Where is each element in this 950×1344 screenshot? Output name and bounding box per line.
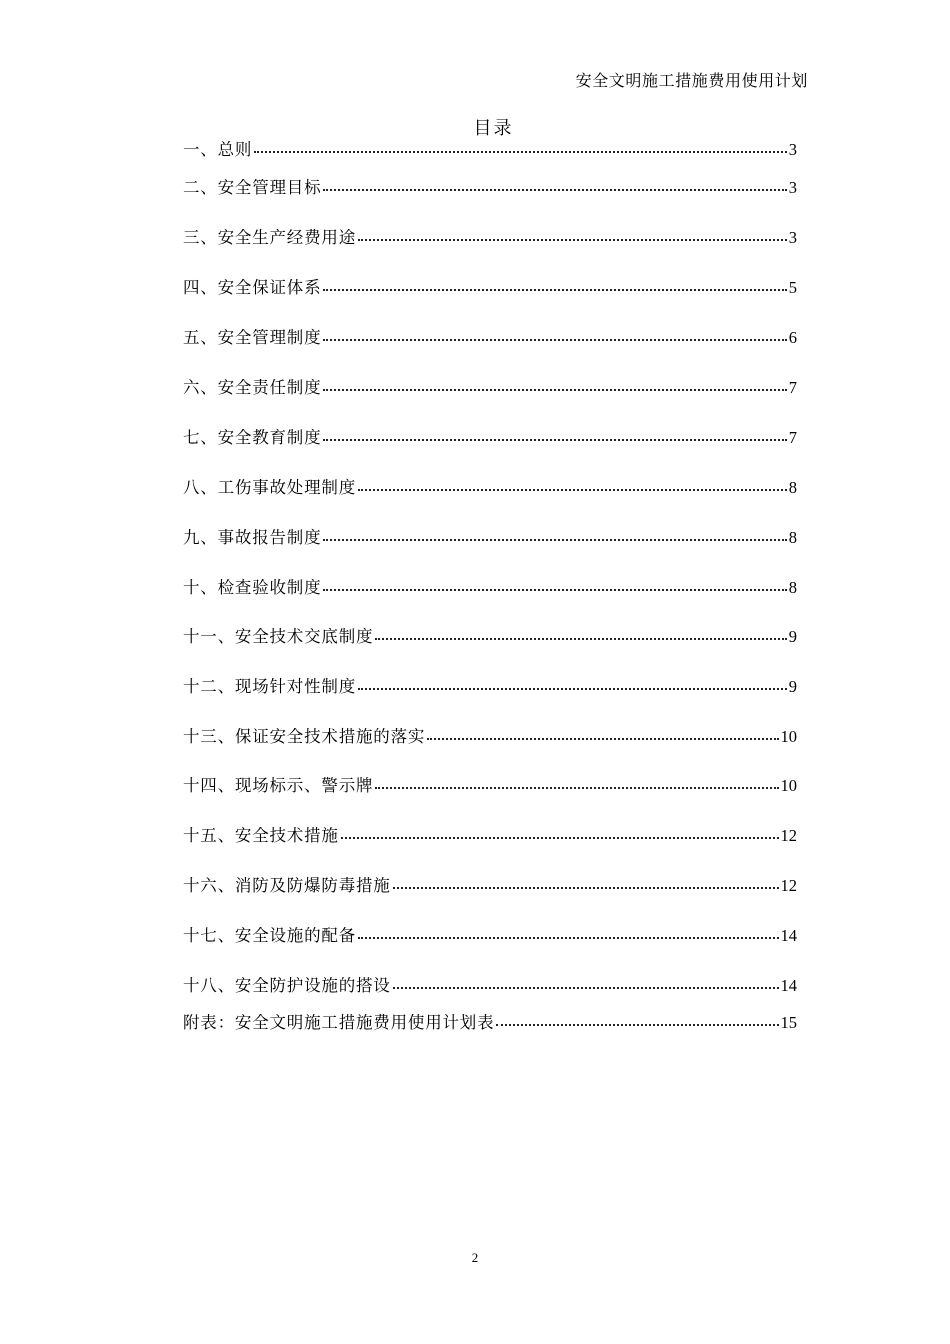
toc-entry[interactable]: [183, 476, 797, 500]
toc-title: 目录: [473, 118, 514, 139]
toc-leader: [323, 539, 786, 541]
toc-entry[interactable]: [183, 376, 797, 400]
toc-entry-page: 14: [780, 976, 797, 995]
toc-leader: [254, 151, 787, 153]
toc-leader: [393, 987, 779, 989]
toc-entry-page: 8: [788, 478, 797, 497]
running-header: 安全文明施工措施费用使用计划: [575, 71, 808, 90]
toc-entry-page: 7: [788, 378, 797, 397]
toc-entry-page: 8: [788, 528, 797, 547]
toc-entry[interactable]: [183, 874, 797, 898]
toc-entry-label: 十五、安全技术措施: [183, 826, 339, 845]
toc-entry[interactable]: [183, 924, 797, 948]
toc-entry[interactable]: [183, 576, 797, 600]
toc-entry-label: 六、安全责任制度: [183, 378, 322, 397]
toc-entry-page: 10: [780, 727, 797, 746]
toc-entry-label: 十八、安全防护设施的搭设: [183, 976, 391, 995]
toc-entry-page: 3: [788, 140, 797, 159]
toc-entry-page: 12: [780, 876, 797, 895]
toc-entry-page: 14: [780, 926, 797, 945]
toc-entry[interactable]: [183, 176, 797, 200]
toc-entry[interactable]: [183, 725, 797, 749]
toc-entry-page: 6: [788, 328, 797, 347]
toc-entry-page: 3: [788, 178, 797, 197]
toc-entry[interactable]: [183, 526, 797, 550]
toc-entry-label: 十、检查验收制度: [183, 578, 322, 597]
toc-leader: [341, 837, 779, 839]
toc-entry-page: 10: [780, 776, 797, 795]
toc-entry[interactable]: [183, 326, 797, 350]
toc-entry-page: 3: [788, 228, 797, 247]
toc-leader: [323, 339, 786, 341]
toc-entry-page: 5: [788, 278, 797, 297]
toc-entry-page: 8: [788, 578, 797, 597]
toc-entry-page: 9: [788, 677, 797, 696]
toc-entry-label: 三、安全生产经费用途: [183, 228, 356, 247]
toc-leader: [427, 738, 778, 740]
toc-entry[interactable]: [183, 625, 797, 649]
toc-entry-label: 十六、消防及防爆防毒措施: [183, 876, 391, 895]
toc-entry-label: 七、安全教育制度: [183, 428, 322, 447]
toc-leader: [496, 1024, 778, 1026]
toc-entry[interactable]: [183, 1011, 797, 1035]
toc-entry-page: 15: [780, 1013, 797, 1032]
toc-leader: [323, 289, 786, 291]
toc-leader: [358, 239, 787, 241]
toc-entry[interactable]: [183, 774, 797, 798]
toc-entry[interactable]: [183, 974, 797, 998]
toc-leader: [375, 787, 778, 789]
toc-entry-page: 12: [780, 826, 797, 845]
page-number: 2: [471, 1250, 479, 1265]
toc-leader: [323, 189, 786, 191]
toc-entry-label: 十一、安全技术交底制度: [183, 627, 374, 646]
toc-leader: [358, 688, 787, 690]
toc-entry-label: 五、安全管理制度: [183, 328, 322, 347]
toc-leader: [375, 638, 786, 640]
toc-entry-label: 十七、安全设施的配备: [183, 926, 356, 945]
toc-entry-label: 十三、保证安全技术措施的落实: [183, 727, 426, 746]
toc-leader: [323, 589, 786, 591]
toc-entry-label: 一、总则: [183, 140, 253, 159]
toc-leader: [323, 389, 786, 391]
toc-entry-label: 十四、现场标示、警示牌: [183, 776, 374, 795]
toc-entry-label: 二、安全管理目标: [183, 178, 322, 197]
toc-entry[interactable]: [183, 138, 797, 162]
toc-entry[interactable]: [183, 426, 797, 450]
toc-entry-label: 八、工伤事故处理制度: [183, 478, 356, 497]
toc-entry-label: 九、事故报告制度: [183, 528, 322, 547]
toc-entry[interactable]: [183, 276, 797, 300]
toc-leader: [323, 439, 786, 441]
toc-entry[interactable]: [183, 824, 797, 848]
toc-entry-label: 十二、现场针对性制度: [183, 677, 356, 696]
toc-entry-page: 9: [788, 627, 797, 646]
toc-leader: [358, 489, 787, 491]
toc-entry[interactable]: [183, 675, 797, 699]
toc-entry-label: 附表：安全文明施工措施费用使用计划表: [183, 1013, 495, 1032]
toc-entry-page: 7: [788, 428, 797, 447]
toc-entry[interactable]: [183, 226, 797, 250]
toc-leader: [393, 887, 779, 889]
toc-entry-label: 四、安全保证体系: [183, 278, 322, 297]
toc-leader: [358, 937, 779, 939]
